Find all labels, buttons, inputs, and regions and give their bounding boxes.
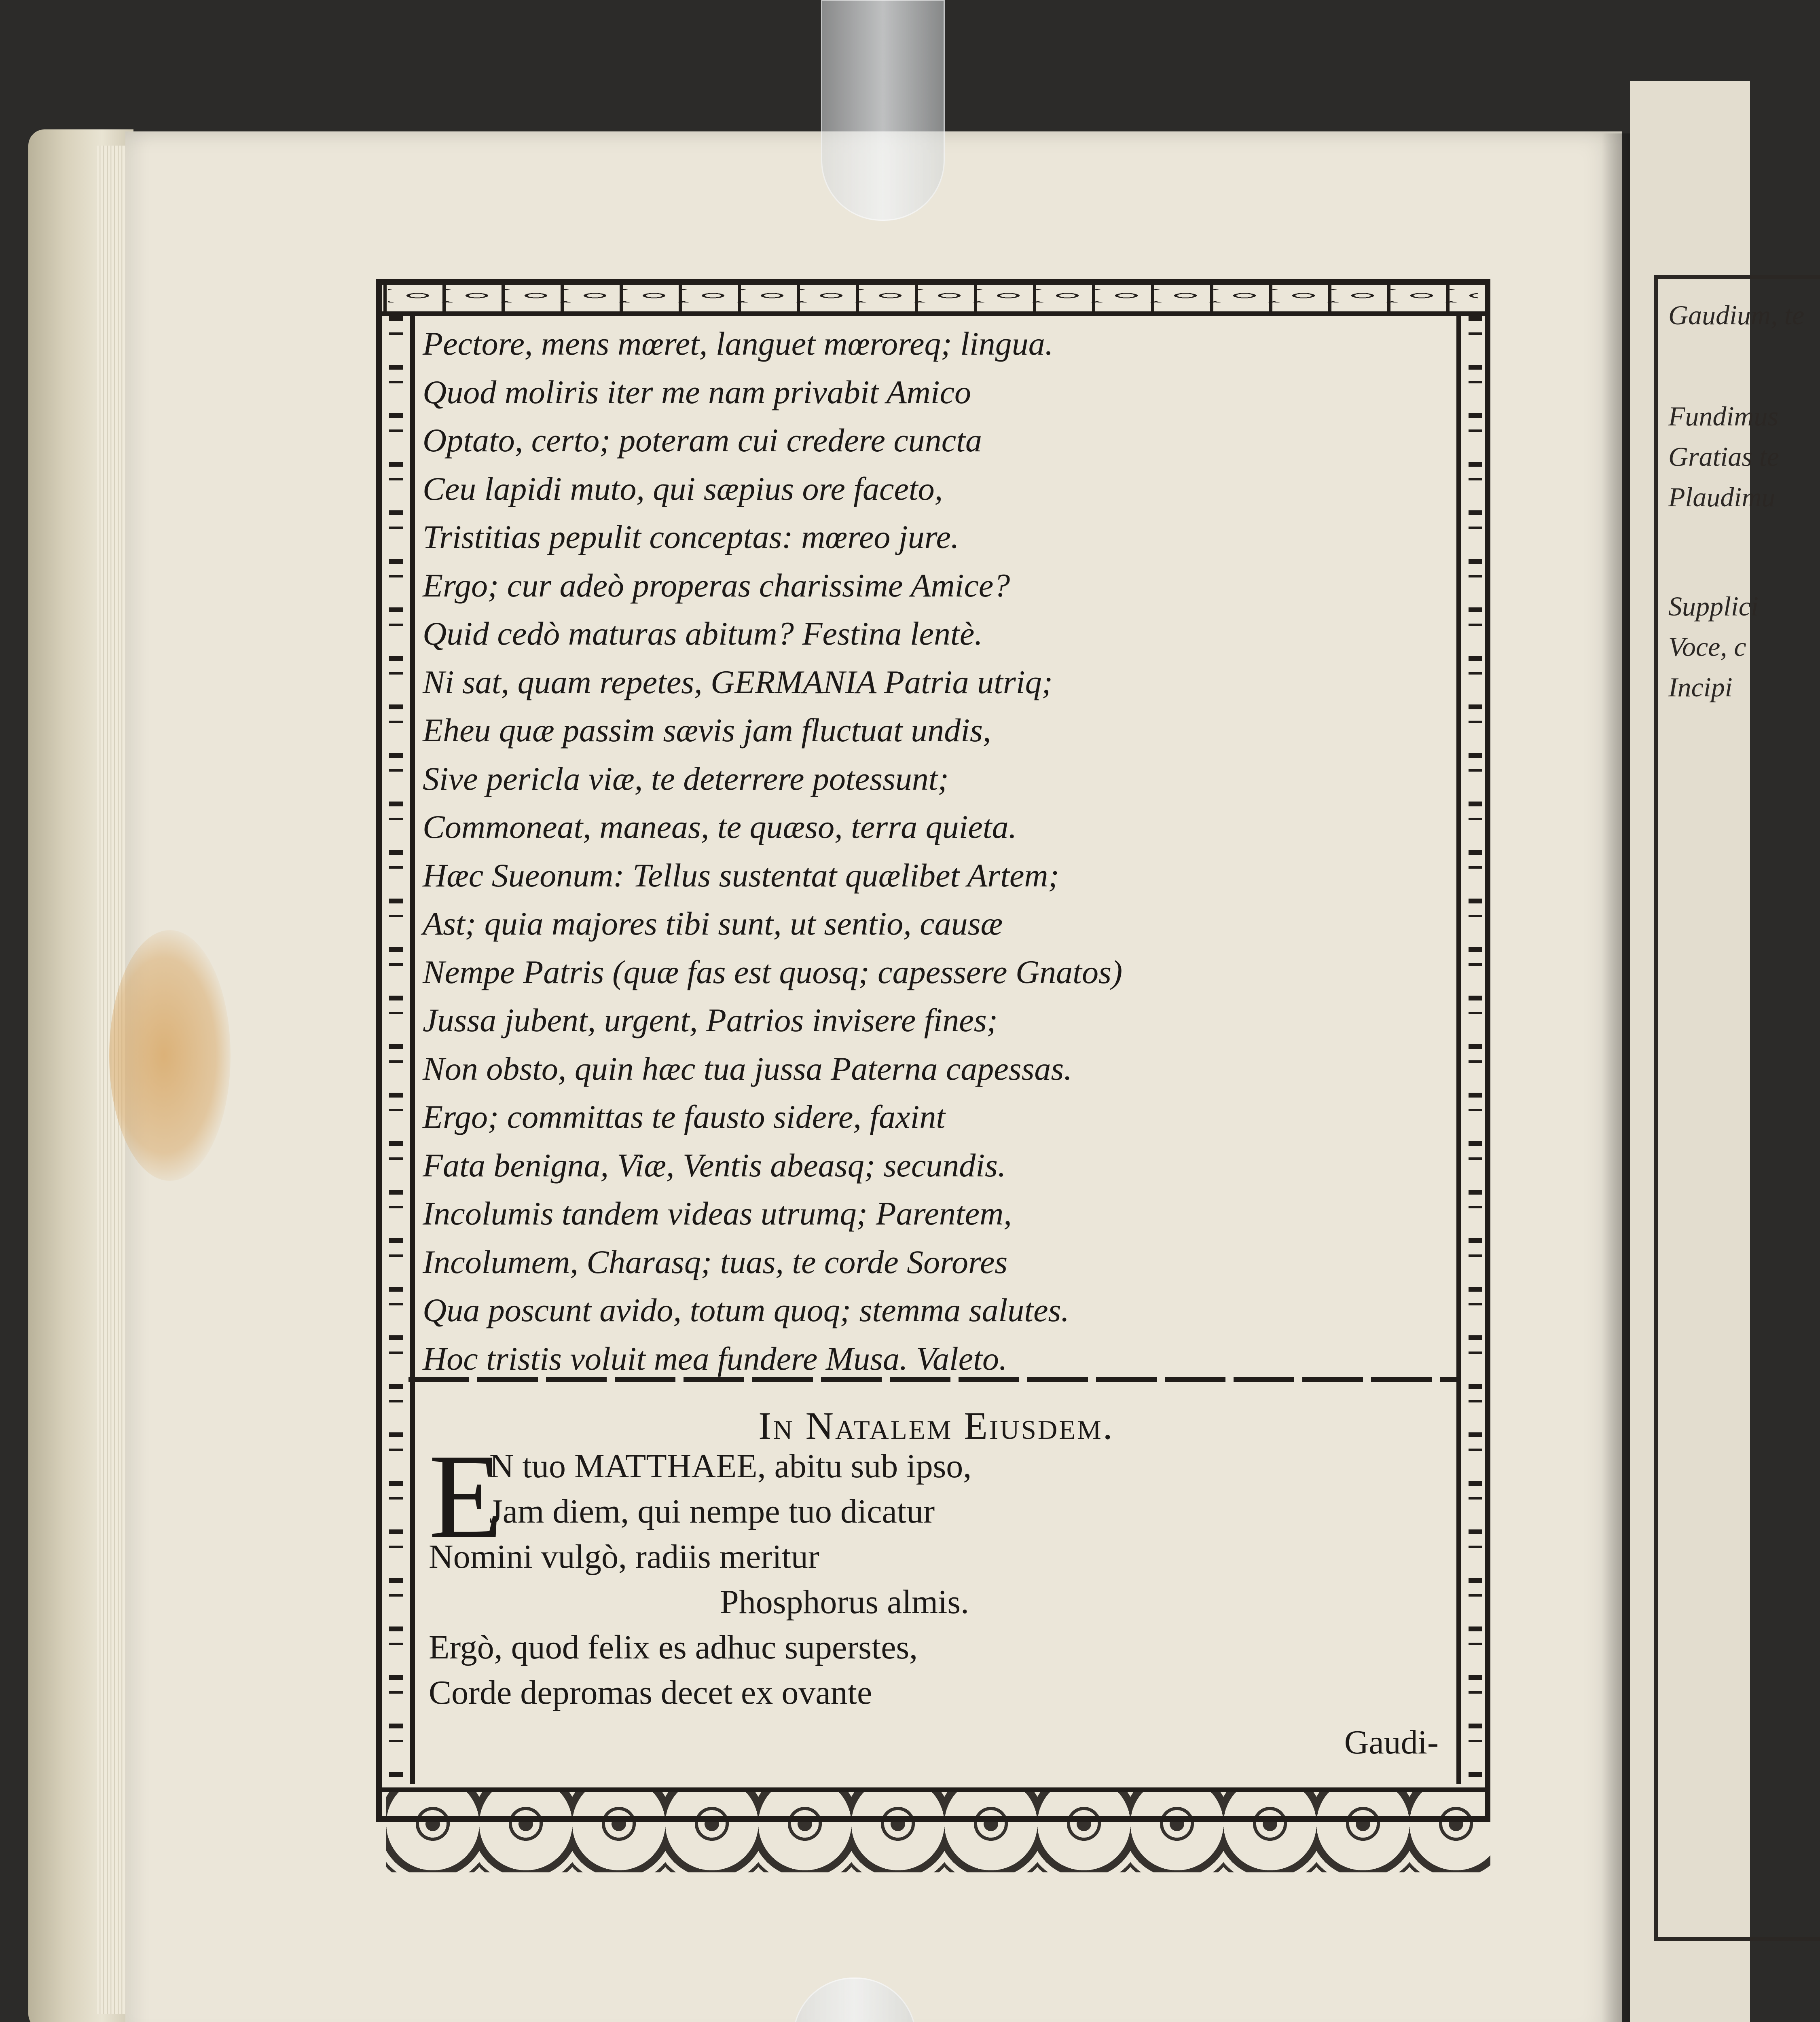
ode-line: Nomini vulgò, radiis meritur (429, 1538, 819, 1576)
poem-line: Non obsto, quin hæc tua jussa Paterna capessas. (423, 1050, 1072, 1087)
poem-line: Nempe Patris (quæ fas est quosq; capessere Gnatos) (423, 953, 1123, 990)
ode-line: Corde depromas decet ex ovante (429, 1674, 872, 1711)
poem-line: Ast; quia majores tibi sunt, ut sentio, causæ (423, 905, 1003, 942)
drop-capital: E (429, 1429, 503, 1563)
facing-text-line: Incipi (1668, 672, 1733, 702)
facing-text-line: Gratias te (1668, 441, 1779, 472)
poem-line: Ceu lapidi muto, qui sæpius ore faceto, (423, 470, 943, 507)
poem-line: Jussa jubent, urgent, Patrios invisere fines; (423, 1002, 998, 1038)
facing-text-line: Supplici (1668, 591, 1759, 622)
poem-line: Quid cedò maturas abitum? Festina lentè. (423, 615, 983, 652)
poem-line: Tristitias pepulit conceptas: mœreo jure. (423, 518, 959, 555)
right-ornament-column (1456, 316, 1490, 1784)
poem-line: Qua poscunt avido, totum quoq; stemma salutes. (423, 1292, 1069, 1328)
water-stain (109, 930, 231, 1181)
ode-line: Ergò, quod felix es adhuc superstes, (429, 1629, 918, 1666)
poem-line: Ergo; cur adeò properas charissime Amice? (423, 567, 1010, 604)
ode-line: Phosphorus almis. (720, 1583, 969, 1621)
facing-text-line: Voce, c (1668, 631, 1746, 662)
poem-line: Hæc Sueonum: Tellus sustentat quælibet Artem; (423, 857, 1059, 894)
facing-page-frame (1654, 275, 1820, 1941)
catchword: Gaudi- (1344, 1724, 1439, 1761)
top-ornament-band (376, 279, 1490, 316)
ode-line: N tuo MATTHAEE, abitu sub ipso, (489, 1447, 972, 1485)
poem-line: Optato, certo; poteram cui credere cuncta (423, 422, 982, 459)
poem-line: Incolumem, Charasq; tuas, te corde Sorores (423, 1243, 1008, 1280)
poem-line: Hoc tristis voluit mea fundere Musa. Valeto. (423, 1340, 1007, 1377)
section-heading: In Natalem Eiusdem. (758, 1404, 1114, 1447)
poem-line: Incolumis tandem videas utrumq; Parentem, (423, 1195, 1012, 1232)
facing-text-line: Gaudium, te (1668, 300, 1805, 330)
ode-line: Jam diem, qui nempe tuo dicatur (489, 1493, 935, 1530)
poem-line: Commoneat, maneas, te quæso, terra quieta. (423, 808, 1017, 845)
left-ornament-column (382, 316, 415, 1784)
facing-page (1630, 81, 1805, 2022)
facing-text-line: Plaudimu (1668, 482, 1776, 512)
latin-poem (423, 319, 1450, 1383)
poem-line: Pectore, mens mœret, languet mœroreq; lingua. (423, 325, 1054, 362)
facing-text-line: Fundimus (1668, 401, 1778, 431)
poem-line: Eheu quæ passim sævis jam fluctuat undis, (423, 712, 991, 749)
poem-line: Ergo; committas te fausto sidere, faxint (423, 1098, 946, 1135)
bottom-ornament-band (386, 1791, 1490, 1872)
natal-ode (429, 1429, 1452, 1715)
poem-line: Quod moliris iter me nam privabit Amico (423, 373, 971, 410)
poem-line: Fata benigna, Viæ, Ventis abeasq; secundis. (423, 1146, 1006, 1184)
page-clip-top (821, 0, 945, 221)
poem-line: Ni sat, quam repetes, GERMANIA Patria utriq; (423, 663, 1053, 700)
poem-line: Sive pericla viæ, te deterrere potessunt; (423, 760, 949, 797)
